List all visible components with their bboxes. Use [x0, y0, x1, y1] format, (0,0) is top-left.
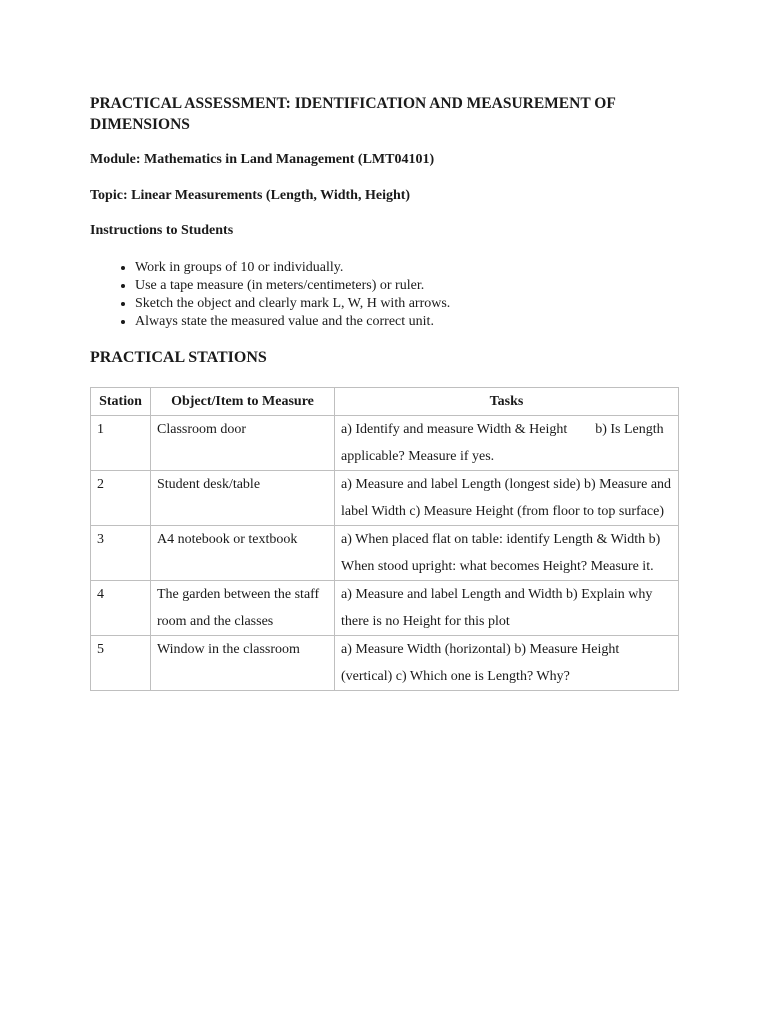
station-object: The garden between the staff room and the classes: [151, 581, 335, 636]
header-station: Station: [91, 388, 151, 416]
module-line: Module: Mathematics in Land Management (LMT04101): [90, 152, 435, 167]
header-tasks: Tasks: [335, 388, 679, 416]
table-row: [91, 581, 679, 636]
station-number: 2: [91, 471, 151, 526]
station-tasks: a) Measure Width (horizontal) b) Measure Height (vertical) c) Which one is Length? Why?: [335, 636, 679, 691]
instructions-heading: Instructions to Students: [90, 223, 234, 238]
station-object: Window in the classroom: [151, 636, 335, 691]
station-object: A4 notebook or textbook: [151, 526, 335, 581]
table-row: [91, 526, 679, 581]
table-row: [91, 416, 679, 471]
table-row: [91, 636, 679, 691]
station-number: 5: [91, 636, 151, 691]
station-tasks: a) Identify and measure Width & Height b) Is Length applicable? Measure if yes.: [335, 416, 679, 471]
instruction-item: • Use a tape measure (in meters/centimeters) or ruler.: [135, 277, 450, 295]
station-object: Classroom door: [151, 416, 335, 471]
stations-table: [90, 387, 679, 691]
header-object: Object/Item to Measure: [151, 388, 335, 416]
document-title: PRACTICAL ASSESSMENT: IDENTIFICATION AND MEASUREMENT OF DIMENSIONS: [90, 95, 616, 133]
station-tasks: a) Measure and label Length and Width b) Explain why there is no Height for this plot: [335, 581, 679, 636]
instruction-item: • Work in groups of 10 or individually.: [135, 259, 450, 277]
instruction-item: • Sketch the object and clearly mark L, W, H with arrows.: [135, 295, 450, 313]
station-number: 3: [91, 526, 151, 581]
table-row: [91, 471, 679, 526]
station-object: Student desk/table: [151, 471, 335, 526]
stations-heading: PRACTICAL STATIONS: [90, 349, 267, 366]
station-number: 1: [91, 416, 151, 471]
station-tasks: a) When placed flat on table: identify Length & Width b) When stood upright: what becomes Height? Measure it.: [335, 526, 679, 581]
topic-line: Topic: Linear Measurements (Length, Width, Height): [90, 188, 411, 203]
station-tasks: a) Measure and label Length (longest side) b) Measure and label Width c) Measure Height (from floor to top surface): [335, 471, 679, 526]
instruction-item: • Always state the measured value and the correct unit.: [135, 313, 450, 331]
station-number: 4: [91, 581, 151, 636]
instructions-list: [113, 259, 450, 331]
table-header-row: [91, 388, 679, 416]
